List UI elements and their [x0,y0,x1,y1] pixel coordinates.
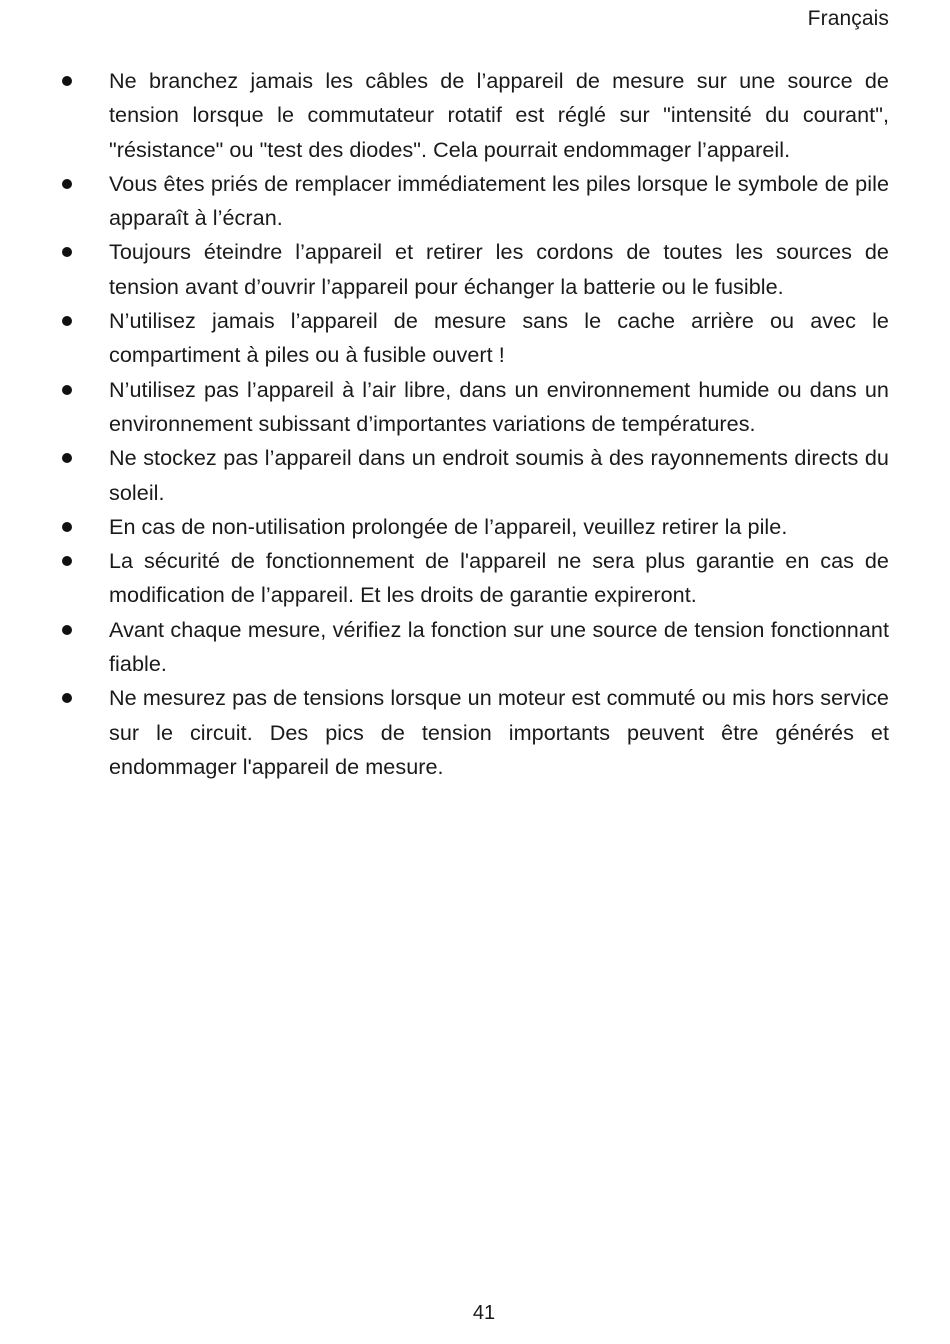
list-item [54,304,889,373]
list-item-text: Avant chaque mesure, vérifiez la fonction sur une source de tension fonctionnant fiable. [109,616,889,677]
list-item [54,64,889,167]
list-item [54,544,889,613]
bullet-icon [62,316,72,326]
bullet-icon [62,247,72,257]
bullet-icon [62,625,72,635]
list-item [54,441,889,510]
list-item [54,510,889,544]
list-item-text: N’utilisez jamais l’appareil de mesure sans le cache arrière ou avec le compartiment à piles ou à fusible ouvert ! [109,308,889,368]
list-item-text: Vous êtes priés de remplacer immédiatement les piles lorsque le symbole de pile apparaît à l’écran. [109,170,889,231]
list-item-text: Ne stockez pas l’appareil dans un endroit soumis à des rayonnements directs du soleil. [109,445,889,505]
list-item-text: Ne branchez jamais les câbles de l’appareil de mesure sur une source de tension lorsque le commutateur rotatif est réglé sur "intensité du courant", "résistance" ou "test des diodes". Cela pourrait endommager l’appareil. [109,68,889,162]
list-item [54,167,889,236]
list-item-text: N’utilisez pas l’appareil à l’air libre, dans un environnement humide ou dans un environnement subissant d’importantes variations de températures. [109,376,889,436]
bullet-icon [62,453,72,463]
bullet-icon [62,179,72,189]
language-header: Français [807,7,889,30]
list-item-text: Ne mesurez pas de tensions lorsque un moteur est commuté ou mis hors service sur le circuit. Des pics de tension importants peuvent être générés et endommager l'appareil de mesure. [109,685,889,779]
bullet-icon [62,556,72,566]
bullet-icon [62,76,72,86]
safety-bullet-list [54,64,889,784]
list-item-text: La sécurité de fonctionnement de l'appareil ne sera plus garantie en cas de modification de l’appareil. Et les droits de garantie expireront. [109,548,889,608]
list-item [54,681,889,784]
list-item [54,613,889,682]
bullet-icon [62,385,72,395]
list-item-text: Toujours éteindre l’appareil et retirer les cordons de toutes les sources de tension avant d’ouvrir l’appareil pour échanger la batterie ou le fusible. [109,239,889,299]
page-number: 41 [472,1302,496,1324]
list-item-text: En cas de non-utilisation prolongée de l’appareil, veuillez retirer la pile. [109,513,788,539]
bullet-icon [62,522,72,532]
bullet-icon [62,693,72,703]
list-item [54,373,889,442]
list-item [54,235,889,304]
